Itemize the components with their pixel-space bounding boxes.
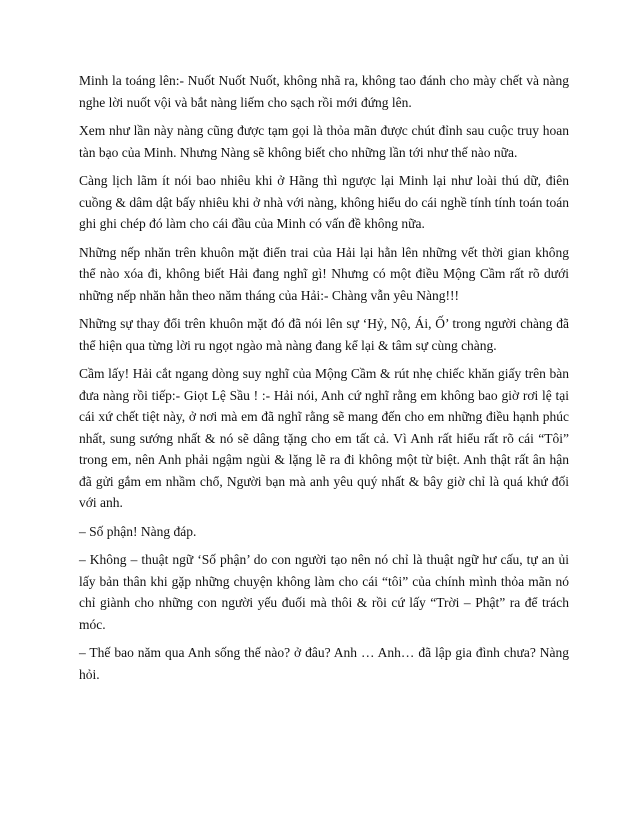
paragraph-7: – Số phận! Nàng đáp. (79, 523, 197, 539)
paragraph-2: Xem như lần này nàng cũng được tạm gọi là thỏa mãn được chút đỉnh sau cuộc truy hoan tàn bạo của Minh. Nhưng Nàng sẽ không biết cho những lần tới như thế nào nữa. (79, 123, 569, 160)
paragraph-4: Những nếp nhăn trên khuôn mặt điển trai của Hải lại hằn lên những vết thời gian không thể nào xóa đi, không biết Hải đang nghĩ gì! Nhưng có một điều Mộng Cầm rất rõ dưới những nếp nhăn hằn theo năm tháng của Hải:- Chàng vẫn yêu Nàng!!! (79, 244, 569, 303)
document-page (79, 70, 569, 692)
paragraph-1: Minh la toáng lên:- Nuốt Nuốt Nuốt, không nhã ra, không tao đánh cho mày chết và nàng nghe lời nuốt vội và bắt nàng liếm cho sạch rồi mới đứng lên. (79, 73, 569, 110)
paragraph-8: – Không – thuật ngữ ‘Số phận’ do con người tạo nên nó chỉ là thuật ngữ hư cấu, tự an ủi lấy bản thân khi gặp những chuyện không làm cho cái “tôi” của chính mình thỏa mãn nó chỉ giành cho những con người yếu đuối mà thôi & rồi cứ lấy “Trời – Phật” ra để trách móc. (79, 552, 569, 632)
paragraph-3: Càng lịch lãm ít nói bao nhiêu khi ở Hãng thì ngược lại Minh lại như loài thú dữ, điên cuồng & dâm dật bấy nhiêu khi ở nhà với nàng, không hiểu do cái nghề tính tính toán toán ghi ghi chép đó làm cho cái đầu của Minh có vấn đề không nữa. (79, 173, 569, 231)
paragraph-9: – Thế bao năm qua Anh sống thế nào? ở đâu? Anh … Anh… đã lập gia đình chưa? Nàng hỏi. (79, 645, 569, 682)
paragraph-5: Những sự thay đổi trên khuôn mặt đó đã nói lên sự ‘Hỷ, Nộ, Ái, Ố’ trong người chàng đã thể hiện qua từng lời ru ngọt ngào mà nàng đang kể lại & tâm sự cùng chàng. (79, 316, 569, 353)
paragraph-6: Cầm lấy! Hải cắt ngang dòng suy nghĩ của Mộng Cầm & rút nhẹ chiếc khăn giấy trên bàn đưa nàng rồi tiếp:- Giọt Lệ Sầu ! :- Hải nói, Anh cứ nghĩ rằng em không bao giờ rơi lệ tại cái xứ chết tiệt này, ở nơi mà em đã nghĩ rằng sẽ mang đến cho em những điều hạnh phúc nhất, sung sướng nhất & nó sẽ dâng tặng cho em tất cả. Vì Anh rất hiểu rất rõ cái “Tôi” trong em, nên Anh phải ngậm ngùi & lặng lẽ ra đi không một từ biệt. Anh thật rất ân hận đã gửi gắm em nhầm chổ, Người bạn mà anh yêu quý nhất & bây giờ chỉ là quá khứ đối với anh. (79, 366, 569, 510)
